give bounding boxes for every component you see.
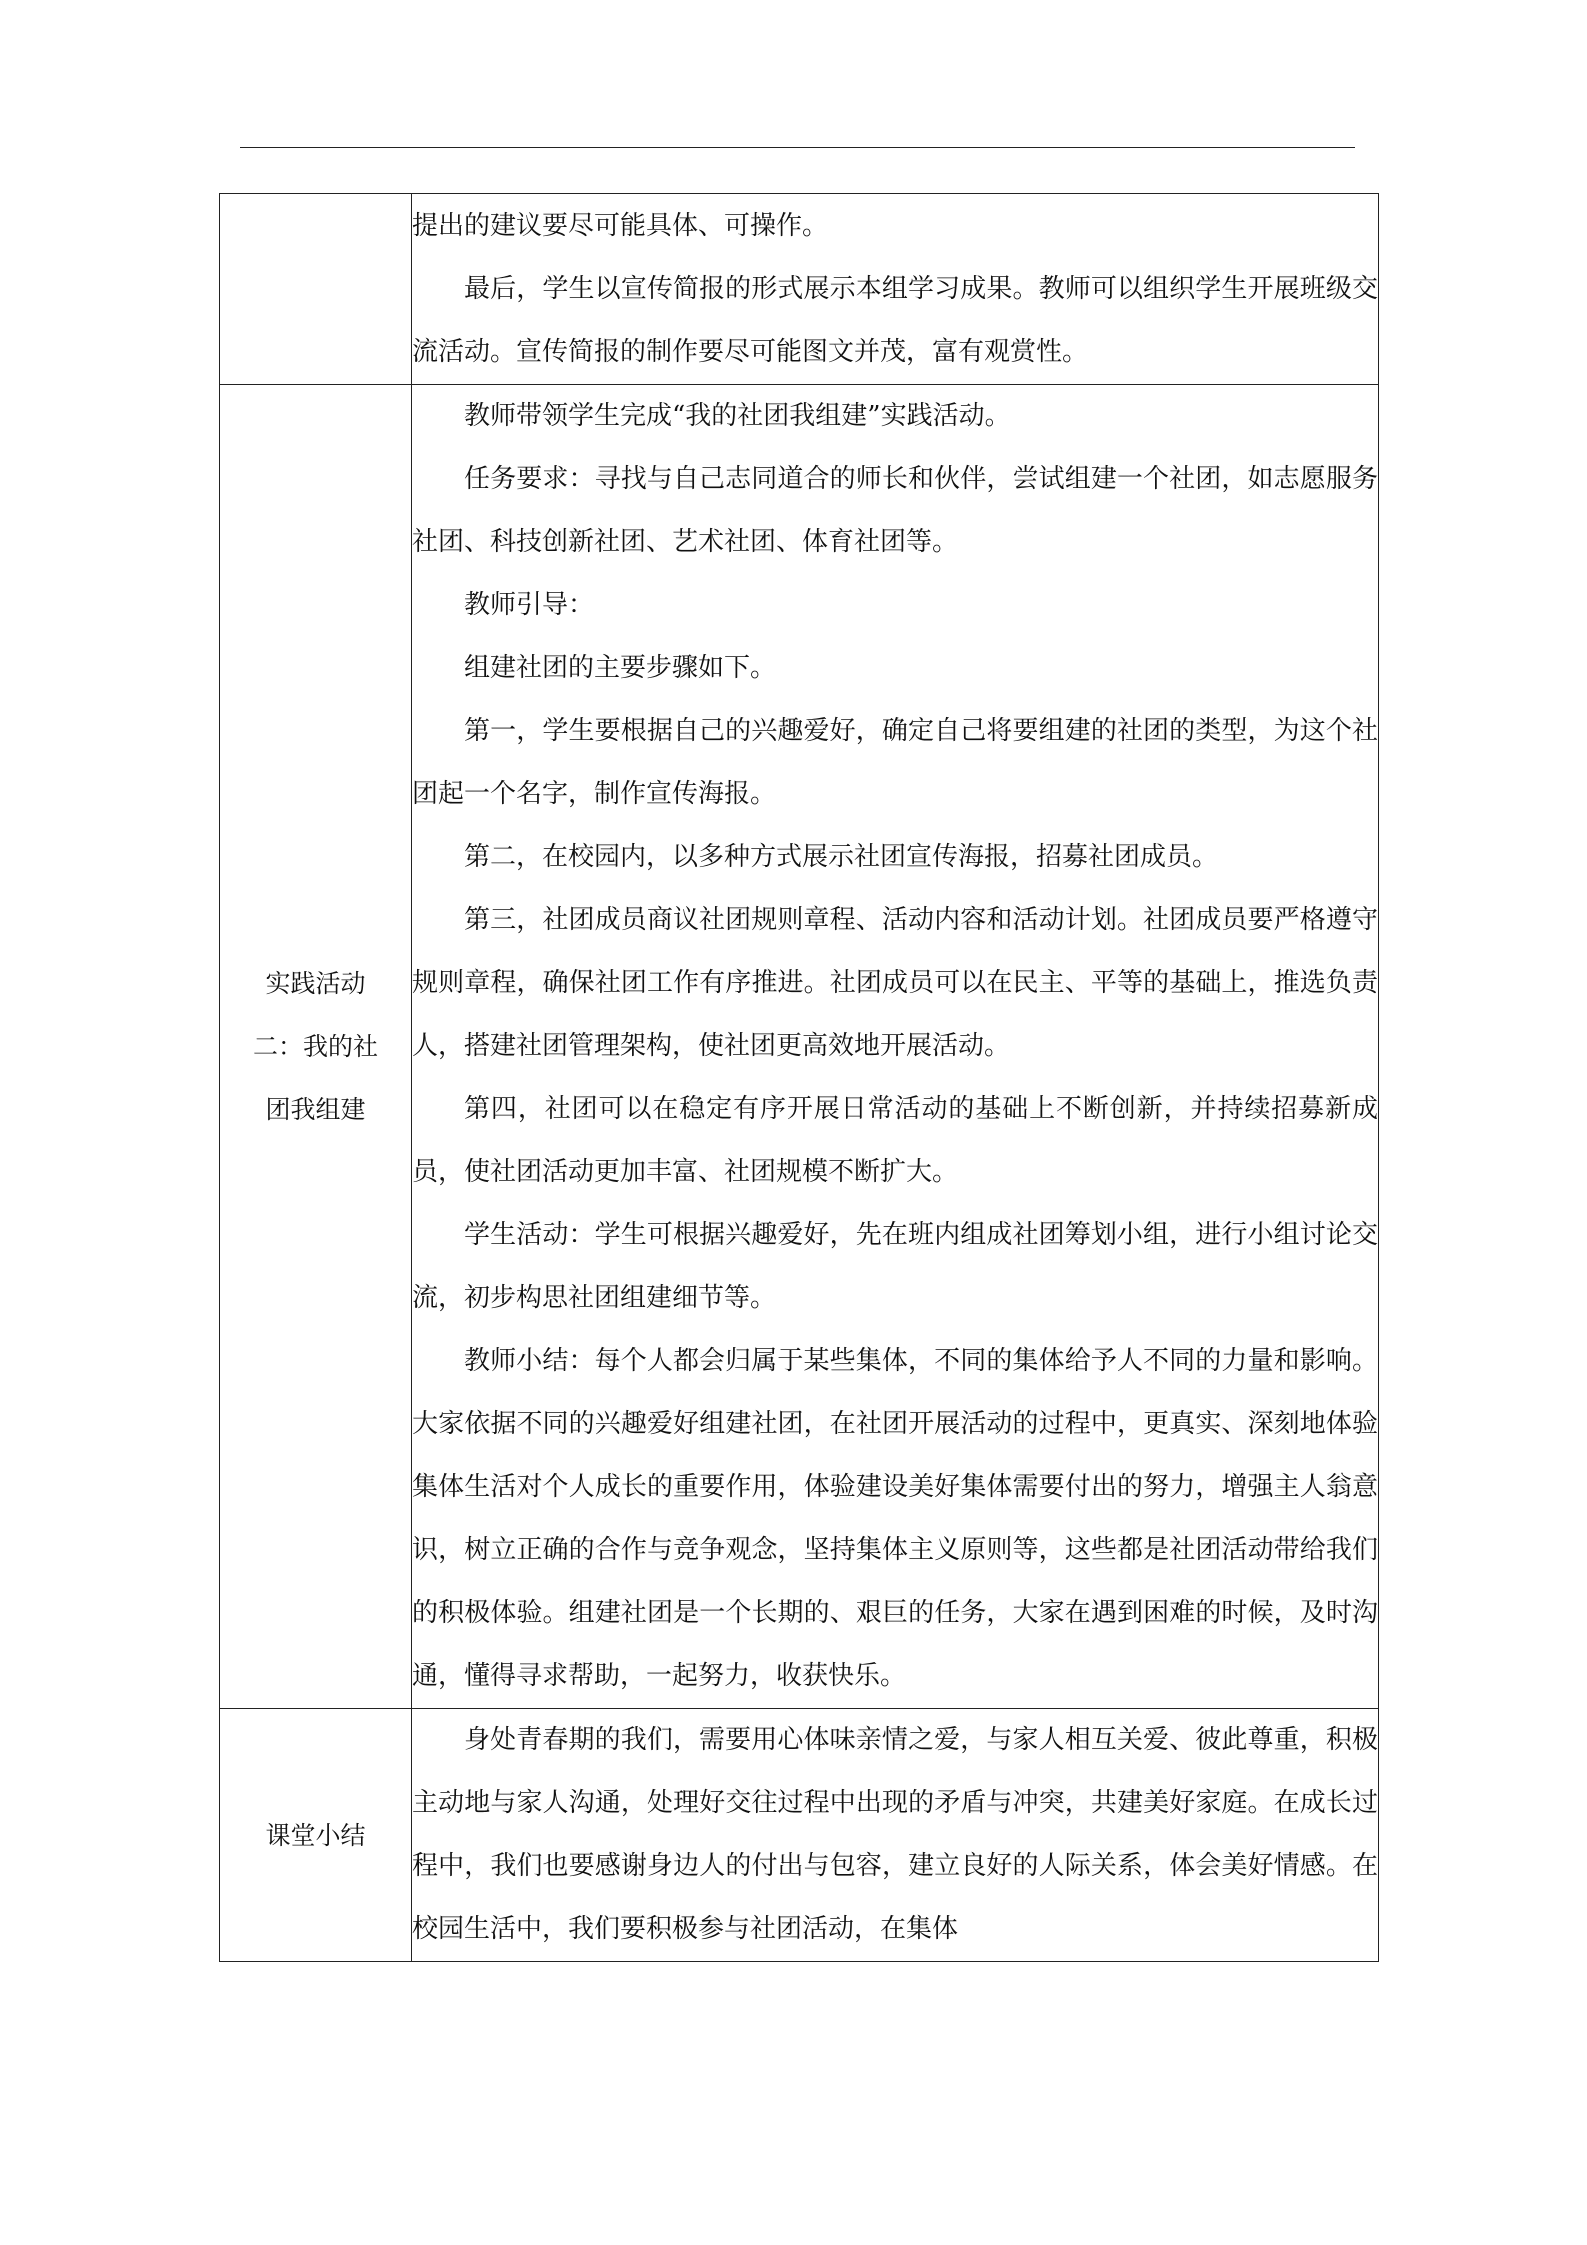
label-line: 团我组建 <box>265 1095 366 1124</box>
paragraph: 组建社团的主要步骤如下。 <box>464 653 777 683</box>
row-label: 课堂小结 <box>220 1709 412 1962</box>
row-content <box>412 194 1379 385</box>
label-line: 二：我的社 <box>252 1032 378 1061</box>
paragraph: 任务要求：寻找与自己志同道合的师长和伙伴，尝试组建一个社团，如志愿服务社团、科技创新社团、艺术社团、体育社团等。 <box>412 464 1378 557</box>
paragraph: 第一，学生要根据自己的兴趣爱好，确定自己将要组建的社团的类型，为这个社团起一个名字，制作宣传海报。 <box>412 716 1378 809</box>
table-row <box>220 1709 1379 1962</box>
paragraph: 教师带领学生完成“我的社团我组建”实践活动。 <box>464 401 1011 431</box>
row-label <box>220 385 412 1709</box>
header-rule <box>240 147 1355 148</box>
paragraph: 第四，社团可以在稳定有序开展日常活动的基础上不断创新，并持续招募新成员，使社团活动更加丰富、社团规模不断扩大。 <box>412 1094 1378 1187</box>
paragraph: 身处青春期的我们，需要用心体味亲情之爱，与家人相互关爱、彼此尊重，积极主动地与家人沟通，处理好交往过程中出现的矛盾与冲突，共建美好家庭。在成长过程中，我们也要感谢身边人的付出与包容，建立良好的人际关系，体会美好情感。在校园生活中，我们要积极参与社团活动，在集体 <box>412 1725 1378 1944</box>
paragraph: 第三，社团成员商议社团规则章程、活动内容和活动计划。社团成员要严格遵守规则章程，确保社团工作有序推进。社团成员可以在民主、平等的基础上，推选负责人，搭建社团管理架构，使社团更高效地开展活动。 <box>412 905 1378 1061</box>
row-content <box>412 385 1379 1709</box>
paragraph: 第二，在校园内，以多种方式展示社团宣传海报，招募社团成员。 <box>464 842 1219 872</box>
paragraph: 教师引导： <box>464 590 595 620</box>
table-row <box>220 194 1379 385</box>
label-line: 实践活动 <box>265 969 366 998</box>
row-content <box>412 1709 1379 1962</box>
paragraph: 学生活动：学生可根据兴趣爱好，先在班内组成社团筹划小组，进行小组讨论交流，初步构思社团组建细节等。 <box>412 1220 1378 1313</box>
paragraph: 提出的建议要尽可能具体、可操作。 <box>412 210 829 241</box>
table-row <box>220 385 1379 1709</box>
paragraph: 最后，学生以宣传简报的形式展示本组学习成果。教师可以组织学生开展班级交流活动。宣传简报的制作要尽可能图文并茂，富有观赏性。 <box>412 273 1378 367</box>
paragraph: 教师小结：每个人都会归属于某些集体，不同的集体给予人不同的力量和影响。大家依据不同的兴趣爱好组建社团，在社团开展活动的过程中，更真实、深刻地体验集体生活对个人成长的重要作用，体验建设美好集体需要付出的努力，增强主人翁意识，树立正确的合作与竞争观念，坚持集体主义原则等，这些都是社团活动带给我们的积极体验。组建社团是一个长期的、艰巨的任务，大家在遇到困难的时候，及时沟通，懂得寻求帮助，一起努力，收获快乐。 <box>412 1346 1378 1691</box>
row-label-empty <box>220 194 412 385</box>
lesson-plan-table <box>219 193 1379 1962</box>
